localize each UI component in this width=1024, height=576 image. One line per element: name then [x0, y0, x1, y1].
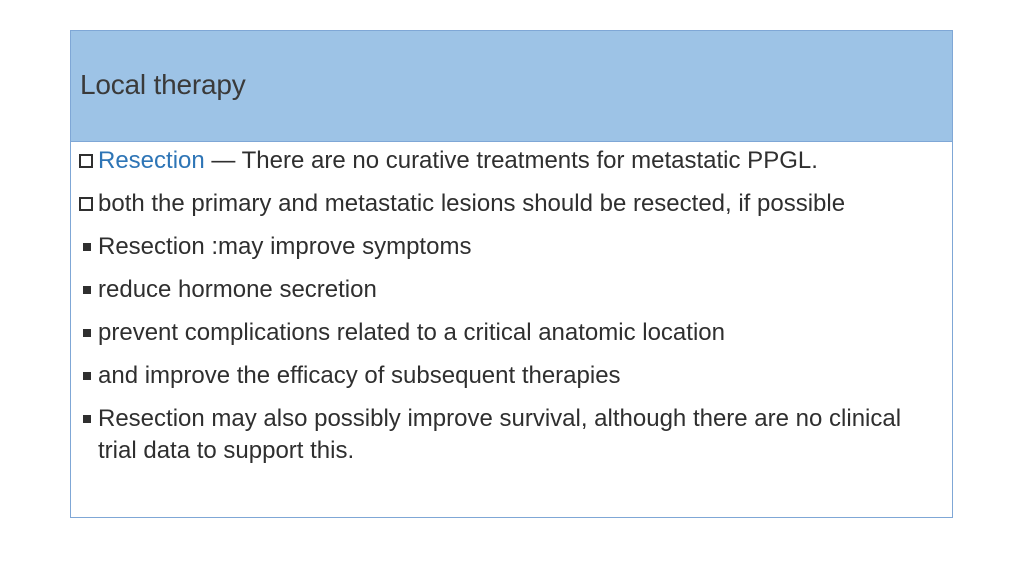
filled-square-icon — [83, 415, 91, 423]
list-item — [78, 145, 938, 177]
list-item-text: Resection may also possibly improve survival, although there are no clinical trial data to support this. — [98, 405, 902, 464]
list-item — [78, 231, 938, 263]
title-bar — [71, 31, 952, 142]
list-item-text: reduce hormone secretion — [98, 276, 377, 303]
filled-square-icon — [83, 243, 91, 251]
slide-frame — [70, 30, 953, 518]
list-item-text: both the primary and metastatic lesions should be resected, if possible — [98, 190, 846, 217]
filled-square-icon — [83, 372, 91, 380]
checkbox-square-icon — [79, 197, 93, 211]
highlighted-term: Resection — [98, 147, 205, 174]
list-item-text: and improve the efficacy of subsequent therapies — [98, 362, 621, 389]
list-item — [78, 360, 938, 392]
list-item — [78, 317, 938, 349]
slide-title: Local therapy — [80, 69, 246, 100]
list-item-text: — There are no curative treatments for metastatic PPGL. — [204, 147, 818, 174]
list-item — [78, 188, 938, 220]
filled-square-icon — [83, 329, 91, 337]
list-item — [78, 274, 938, 306]
list-item — [78, 403, 938, 467]
bullet-list — [78, 145, 938, 478]
list-item-text: prevent complications related to a critical anatomic location — [98, 319, 725, 346]
list-item-text: Resection :may improve symptoms — [98, 233, 472, 260]
checkbox-square-icon — [79, 154, 93, 168]
filled-square-icon — [83, 286, 91, 294]
